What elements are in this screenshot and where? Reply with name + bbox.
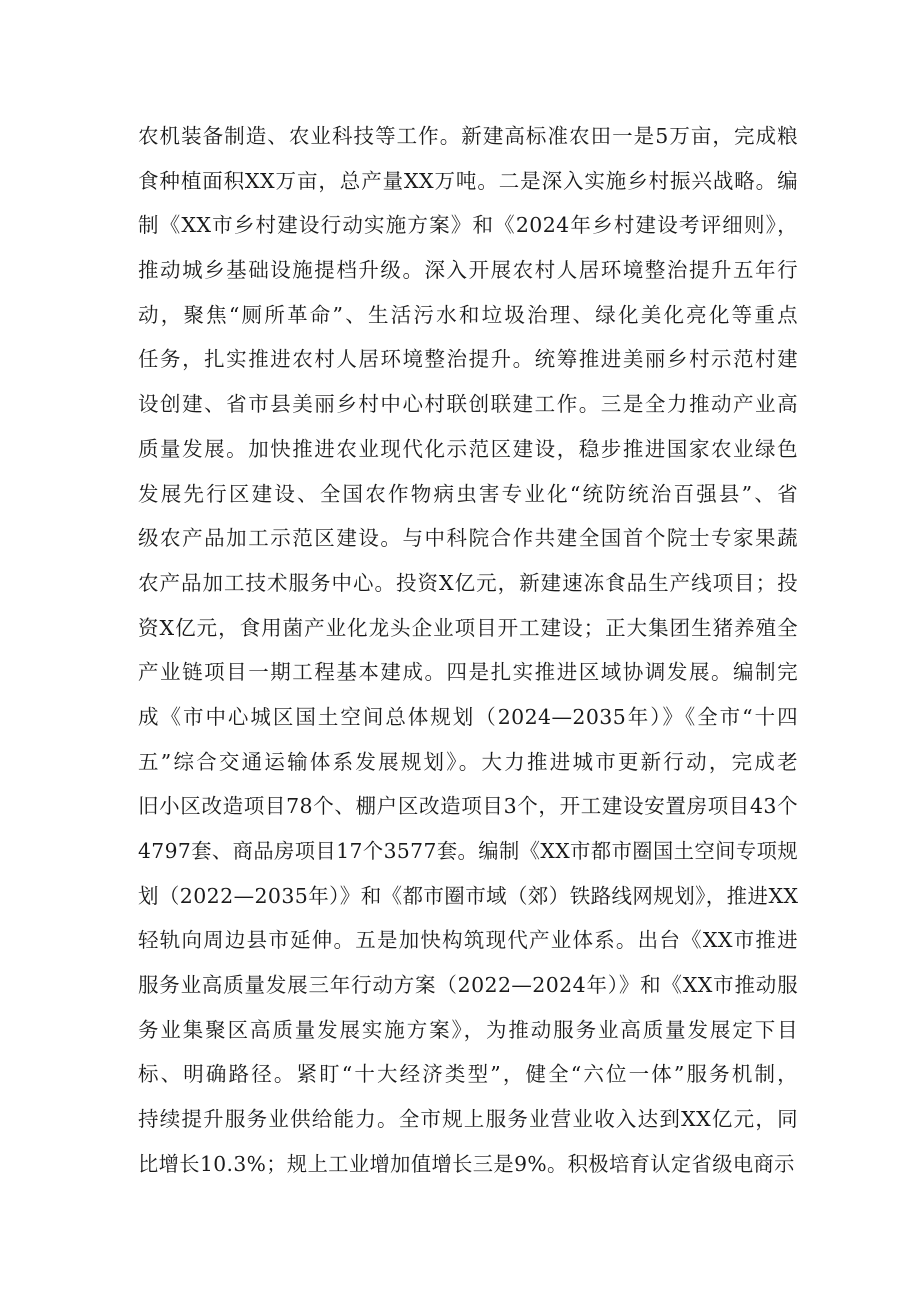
- body-text: [138, 114, 798, 1187]
- text-line-17: 4797套、商品房项目17个3577套。编制《XX市都市圈国土空间专项规: [138, 839, 798, 863]
- text-line-9: 发展先行区建设、全国农作物病虫害专业化“统防统治百强县”、省: [138, 481, 798, 506]
- text-line-23: 持续提升服务业供给能力。全市规上服务业营业收入达到XX亿元，同: [138, 1107, 798, 1132]
- text-line-8: 质量发展。加快推进农业现代化示范区建设，稳步推进国家农业绿色: [138, 436, 798, 461]
- text-line-18: 划（2022—2035年）》和《都市圈市域（郊）铁路线网规划》，推进XX: [138, 883, 799, 908]
- text-line-15: 五”综合交通运输体系发展规划》。大力推进城市更新行动，完成老: [138, 749, 798, 774]
- text-line-13: 产业链项目一期工程基本建成。四是扎实推进区域协调发展。编制完: [138, 660, 798, 685]
- text-line-12: 资X亿元，食用菌产业化龙头企业项目开工建设；正大集团生猪养殖全: [138, 615, 798, 640]
- text-line-4: 推动城乡基础设施提档升级。深入开展农村人居环境整治提升五年行: [138, 258, 798, 283]
- text-line-2: 食种植面积XX万亩，总产量XX万吨。二是深入实施乡村振兴战略。编: [138, 168, 798, 193]
- text-line-24: 比增长10.3%；规上工业增加值增长三是9%。积极培育认定省级电商示: [138, 1151, 795, 1176]
- text-line-10: 级农产品加工示范区建设。与中科院合作共建全国首个院士专家果蔬: [138, 526, 798, 551]
- text-line-6: 任务，扎实推进农村人居环境整治提升。统筹推进美丽乡村示范村建: [138, 347, 798, 372]
- text-line-5: 动，聚焦“厕所革命”、生活污水和垃圾治理、绿化美化亮化等重点: [138, 302, 798, 327]
- text-line-20: 服务业高质量发展三年行动方案（2022—2024年）》和《XX市推动服: [138, 973, 798, 998]
- text-line-7: 设创建、省市县美丽乡村中心村联创联建工作。三是全力推动产业高: [138, 392, 798, 417]
- text-line-19: 轻轨向周边县市延伸。五是加快构筑现代产业体系。出台《XX市推进: [138, 928, 798, 953]
- text-line-1: 农机装备制造、农业科技等工作。新建高标准农田一是5万亩，完成粮: [138, 124, 798, 148]
- text-line-3: 制《XX市乡村建设行动实施方案》和《2024年乡村建设考评细则》，: [138, 213, 798, 238]
- text-line-22: 标、明确路径。紧盯“十大经济类型”，健全“六位一体”服务机制，: [138, 1062, 798, 1087]
- text-line-21: 务业集聚区高质量发展实施方案》，为推动服务业高质量发展定下目: [138, 1017, 798, 1042]
- text-line-16: 旧小区改造项目78个、棚户区改造项目3个，开工建设安置房项目43个: [138, 794, 798, 819]
- text-line-11: 农产品加工技术服务中心。投资X亿元，新建速冻食品生产线项目；投: [138, 570, 798, 595]
- text-line-14: 成《市中心城区国土空间总体规划（2024—2035年）》《全市“十四: [138, 704, 798, 729]
